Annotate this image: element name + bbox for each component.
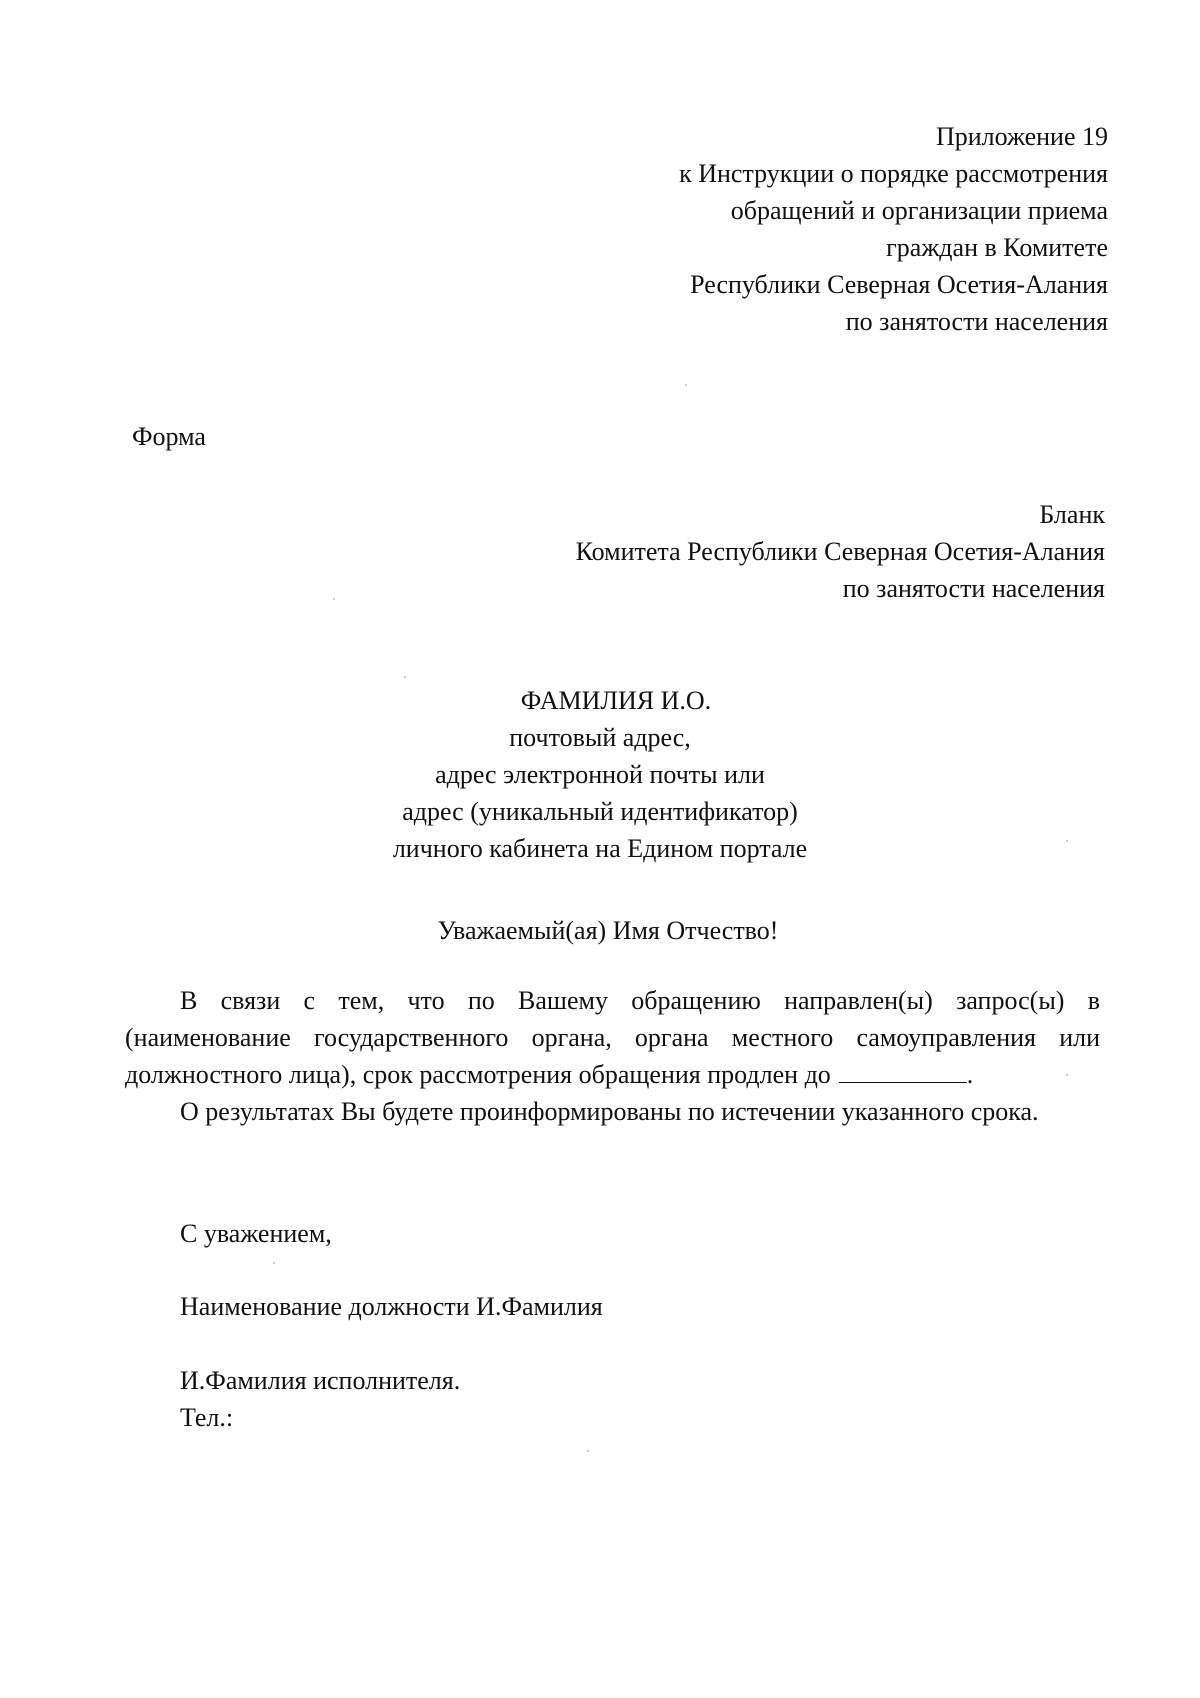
greeting: Уважаемый(ая) Имя Отчество!	[437, 916, 779, 945]
scan-speck	[1066, 840, 1068, 842]
letterhead-line: по занятости населения	[842, 574, 1105, 603]
recipient-line: почтовый адрес,	[509, 723, 691, 752]
scan-speck	[273, 1262, 275, 1264]
body-paragraph-text: В связи с тем, что по Вашему обращению направлен(ы) запрос(ы) в (наименование государственного органа, органа местного самоуправления или должностного лица), срок рассмотрения обращения продлен до	[125, 986, 1100, 1089]
appendix-line: к Инструкции о порядке рассмотрения	[679, 159, 1108, 188]
date-blank-field	[839, 1056, 967, 1083]
appendix-line: граждан в Комитете	[886, 233, 1108, 262]
scan-speck	[333, 598, 335, 600]
recipient-line: личного кабинета на Едином портале	[392, 834, 808, 863]
scan-speck	[587, 1450, 589, 1452]
scan-speck	[404, 676, 406, 678]
letterhead-block	[405, 496, 1105, 607]
body-paragraph-end: .	[966, 1060, 974, 1089]
letterhead-line: Комитета Республики Северная Осетия-Алания	[575, 537, 1105, 566]
scan-speck	[685, 384, 687, 386]
executor-phone: Тел.:	[180, 1403, 234, 1432]
executor-name: И.Фамилия исполнителя.	[180, 1366, 461, 1395]
appendix-line: Республики Северная Осетия-Алания	[690, 270, 1108, 299]
appendix-line: по занятости населения	[845, 307, 1108, 336]
form-label: Форма	[132, 422, 206, 451]
body-paragraph: О результатах Вы будете проинформированы по истечении указанного срока.	[180, 1097, 1039, 1126]
recipient-block	[0, 682, 1200, 867]
executor-block	[180, 1362, 460, 1436]
recipient-name: ФАМИЛИЯ И.О.	[520, 686, 712, 715]
closing: С уважением,	[180, 1219, 332, 1248]
body-paragraph	[125, 982, 1100, 1093]
appendix-line: Приложение 19	[935, 122, 1108, 151]
appendix-line: обращений и организации приема	[730, 196, 1108, 225]
scan-speck	[1066, 1074, 1068, 1076]
appendix-header	[468, 118, 1108, 340]
recipient-line: адрес электронной почты или	[435, 760, 765, 789]
signature-line: Наименование должности И.Фамилия	[180, 1292, 603, 1321]
letter-body	[125, 982, 1100, 1130]
recipient-line: адрес (уникальный идентификатор)	[402, 797, 798, 826]
letterhead-line: Бланк	[1039, 500, 1105, 529]
